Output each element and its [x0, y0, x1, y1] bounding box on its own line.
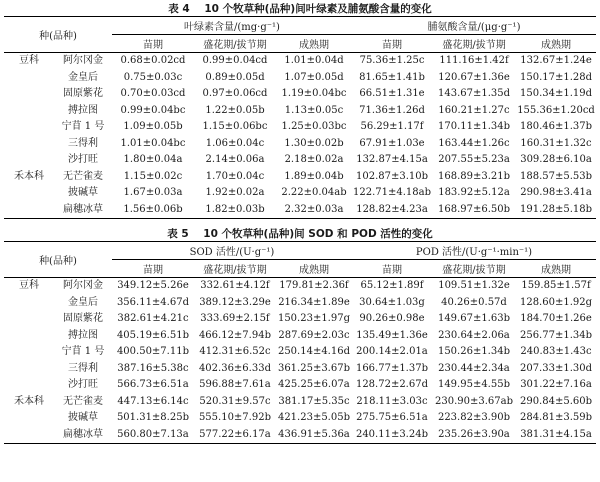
- value-cell: 2.18±0.02a: [284, 154, 344, 165]
- value-cell: 425.25±6.07a: [278, 379, 350, 390]
- table5: [4, 241, 596, 444]
- value-cell: 1.13±0.05c: [284, 104, 344, 116]
- variety-cell: 扁穗冰草: [62, 428, 103, 440]
- value-cell: 160.31±1.32c: [520, 137, 592, 149]
- family-cell: [4, 103, 54, 120]
- value-cell: 1.01±0.04d: [284, 55, 344, 66]
- value-cell: 149.67±1.63b: [437, 313, 510, 324]
- value-cell: 301.22±7.16a: [520, 379, 592, 390]
- value-cell: 389.12±3.29e: [199, 296, 271, 308]
- value-cell: 290.98±3.41a: [520, 187, 592, 198]
- variety-cell: 披碱草: [67, 187, 98, 198]
- value-cell: 1.80±0.04a: [123, 154, 183, 165]
- value-cell: 143.67±1.35d: [437, 88, 511, 99]
- value-cell: 207.55±5.23a: [438, 154, 510, 165]
- value-cell: 382.61±4.21c: [117, 313, 189, 324]
- value-cell: 128.60±1.92g: [519, 296, 593, 308]
- table5-caption: [0, 227, 600, 241]
- value-cell: 0.89±0.05d: [205, 71, 265, 83]
- table-row: [4, 136, 596, 153]
- value-cell: 287.69±2.03c: [278, 329, 350, 341]
- value-cell: 150.34±1.19d: [519, 88, 593, 99]
- value-cell: 381.17±5.35c: [278, 395, 350, 407]
- value-cell: 150.17±1.28d: [519, 71, 593, 83]
- table4-caption-number: 表 4: [168, 3, 190, 15]
- table-row: [4, 152, 596, 169]
- table-row: [4, 70, 596, 87]
- variety-cell: 搏拉图: [67, 329, 98, 341]
- table5-caption-number: 表 5: [167, 228, 189, 240]
- value-cell: 447.13±6.14c: [117, 395, 189, 407]
- value-cell: 240.83±1.43c: [520, 346, 592, 357]
- family-cell: [4, 70, 54, 87]
- value-cell: 2.22±0.04ab: [281, 187, 347, 198]
- value-cell: 0.70±0.03cd: [120, 88, 186, 99]
- value-cell: 349.12±5.26e: [117, 280, 189, 291]
- table-row: [4, 86, 596, 103]
- table4-body: [4, 53, 596, 219]
- value-cell: 250.14±4.16d: [277, 346, 350, 357]
- variety-cell: 固原紫花: [62, 88, 103, 99]
- table4-stage-header: 盛花期/拔节期: [432, 35, 516, 53]
- value-cell: 387.16±5.38c: [117, 362, 189, 374]
- value-cell: 183.92±5.12a: [438, 187, 510, 198]
- family-cell: [4, 86, 54, 103]
- value-cell: 332.61±4.12f: [200, 280, 270, 291]
- value-cell: 168.89±3.21b: [437, 170, 511, 182]
- table-row: [4, 202, 596, 219]
- value-cell: 71.36±1.26d: [359, 104, 425, 116]
- value-cell: 179.81±2.36f: [279, 280, 349, 291]
- family-cell: [4, 136, 54, 153]
- value-cell: 1.56±0.06b: [123, 203, 183, 215]
- value-cell: 56.29±1.17f: [360, 121, 424, 132]
- family-cell: 禾本科: [13, 170, 44, 182]
- value-cell: 40.26±0.57d: [441, 296, 507, 308]
- value-cell: 1.89±0.04b: [284, 170, 344, 182]
- value-cell: 381.31±4.15a: [520, 428, 592, 440]
- value-cell: 0.99±0.04bc: [120, 104, 186, 116]
- value-cell: 75.36±1.25c: [359, 55, 425, 66]
- value-cell: 111.16±1.42f: [439, 55, 509, 66]
- variety-cell: 宁苜 1 号: [61, 121, 105, 132]
- value-cell: 275.75±6.51a: [356, 412, 428, 423]
- value-cell: 150.26±1.34b: [437, 346, 510, 357]
- value-cell: 1.70±0.04c: [205, 170, 265, 182]
- value-cell: 132.67±1.24e: [520, 55, 592, 66]
- table-row: [4, 344, 596, 361]
- variety-cell: 金皇后: [67, 71, 98, 83]
- table-row: [4, 169, 596, 186]
- family-cell: [4, 295, 54, 312]
- variety-cell: 扁穗冰草: [62, 203, 103, 215]
- variety-cell: 阿尔冈金: [62, 280, 103, 291]
- value-cell: 109.51±1.32e: [438, 280, 510, 291]
- value-cell: 122.71±4.18ab: [353, 187, 432, 198]
- value-cell: 230.44±2.34a: [438, 362, 510, 374]
- variety-cell: 搏拉图: [67, 104, 98, 116]
- value-cell: 180.46±1.37b: [519, 121, 593, 132]
- value-cell: 1.07±0.05d: [284, 71, 344, 83]
- value-cell: 1.30±0.02b: [284, 137, 344, 149]
- table4-stage-header: 苗期: [352, 35, 432, 53]
- table5-corner-header: 种(品种): [4, 242, 112, 278]
- table5-stage-header: 苗期: [112, 260, 194, 278]
- value-cell: 1.92±0.02a: [205, 187, 265, 198]
- family-cell: [4, 361, 54, 378]
- value-cell: 333.69±2.15f: [200, 313, 270, 324]
- value-cell: 166.77±1.37b: [355, 362, 428, 374]
- table-row: [4, 185, 596, 202]
- table5-stage-header: 成熟期: [516, 260, 596, 278]
- variety-cell: 无芒雀麦: [62, 395, 103, 407]
- variety-cell: 沙打旺: [67, 154, 98, 165]
- value-cell: 1.67±0.03a: [123, 187, 183, 198]
- value-cell: 566.73±6.51a: [117, 379, 189, 390]
- value-cell: 90.26±0.98e: [359, 313, 425, 324]
- family-cell: [4, 152, 54, 169]
- table-row: [4, 328, 596, 345]
- family-cell: [4, 344, 54, 361]
- value-cell: 1.19±0.04bc: [281, 88, 347, 99]
- value-cell: 120.67±1.36e: [438, 71, 510, 83]
- variety-cell: 三得利: [67, 362, 98, 374]
- value-cell: 150.23±1.97g: [277, 313, 350, 324]
- table4-stage-header: 苗期: [112, 35, 194, 53]
- table-row: [4, 103, 596, 120]
- table-row: [4, 278, 596, 295]
- value-cell: 412.31±6.52c: [199, 346, 271, 357]
- value-cell: 256.77±1.34b: [519, 329, 593, 341]
- family-cell: 豆科: [18, 55, 39, 66]
- family-cell: [4, 427, 54, 444]
- value-cell: 230.64±2.06a: [438, 329, 510, 341]
- table4-stage-header: 成熟期: [516, 35, 596, 53]
- table5-group-header-pod: POD 活性/(U·g⁻¹·min⁻¹): [352, 242, 596, 260]
- variety-cell: 沙打旺: [67, 379, 98, 390]
- family-cell: [4, 202, 54, 219]
- value-cell: 159.85±1.57f: [521, 280, 591, 291]
- value-cell: 155.36±1.20cd: [517, 104, 595, 116]
- value-cell: 30.64±1.03g: [359, 296, 425, 308]
- table5-body: [4, 278, 596, 444]
- value-cell: 81.65±1.41b: [359, 71, 425, 83]
- table4-group-header-proline: 脯氨酸含量/(μg·g⁻¹): [352, 17, 596, 35]
- value-cell: 223.82±3.90b: [437, 412, 510, 423]
- value-cell: 67.91±1.03e: [359, 137, 425, 149]
- value-cell: 2.14±0.06a: [205, 154, 265, 165]
- table5-group-header-sod: SOD 活性/(U·g⁻¹): [112, 242, 352, 260]
- value-cell: 400.50±7.11b: [116, 346, 189, 357]
- value-cell: 405.19±6.51b: [116, 329, 189, 341]
- variety-cell: 披碱草: [67, 412, 98, 423]
- value-cell: 168.97±6.50b: [437, 203, 511, 215]
- value-cell: 1.82±0.03b: [205, 203, 265, 215]
- value-cell: 501.31±8.25b: [116, 412, 189, 423]
- table4: [4, 16, 596, 219]
- table-row: [4, 295, 596, 312]
- value-cell: 66.51±1.31e: [359, 88, 425, 99]
- value-cell: 200.14±2.01a: [356, 346, 428, 357]
- value-cell: 1.22±0.05b: [205, 104, 265, 116]
- value-cell: 0.75±0.03c: [123, 71, 183, 83]
- value-cell: 555.10±7.92b: [198, 412, 271, 423]
- variety-cell: 无芒雀麦: [62, 170, 103, 182]
- value-cell: 160.21±1.27c: [438, 104, 510, 116]
- value-cell: 1.25±0.03bc: [281, 121, 347, 132]
- table4-stage-header: 成熟期: [276, 35, 352, 53]
- value-cell: 230.90±3.67ab: [434, 395, 513, 407]
- value-cell: 0.99±0.04cd: [202, 55, 268, 66]
- value-cell: 235.26±3.90a: [438, 428, 510, 440]
- value-cell: 170.11±1.34b: [437, 121, 511, 132]
- family-cell: [4, 328, 54, 345]
- table5-stage-header: 盛花期/拔节期: [432, 260, 516, 278]
- family-cell: [4, 119, 54, 136]
- value-cell: 149.95±4.55b: [437, 379, 510, 390]
- value-cell: 163.44±1.26c: [438, 137, 510, 149]
- table5-caption-text: 10 个牧草种(品种)间 SOD 和 POD 活性的变化: [203, 228, 433, 240]
- table-row: [4, 311, 596, 328]
- table-row: [4, 427, 596, 444]
- value-cell: 309.28±6.10a: [520, 154, 592, 165]
- value-cell: 128.72±2.67d: [355, 379, 428, 390]
- value-cell: 596.88±7.61a: [199, 379, 271, 390]
- value-cell: 1.01±0.04bc: [120, 137, 186, 149]
- value-cell: 218.11±3.03c: [356, 395, 428, 407]
- value-cell: 1.09±0.05b: [123, 121, 183, 132]
- value-cell: 290.84±5.60b: [519, 395, 593, 407]
- value-cell: 1.15±0.02c: [123, 170, 183, 182]
- value-cell: 356.11±4.67d: [116, 296, 189, 308]
- value-cell: 102.87±3.10b: [355, 170, 429, 182]
- family-cell: [4, 185, 54, 202]
- table5-stage-header: 成熟期: [276, 260, 352, 278]
- value-cell: 240.11±3.24b: [355, 428, 428, 440]
- value-cell: 560.80±7.13a: [117, 428, 189, 440]
- family-cell: [4, 311, 54, 328]
- value-cell: 65.12±1.89f: [360, 280, 424, 291]
- table4-stage-header: 盛花期/拔节期: [194, 35, 276, 53]
- value-cell: 361.25±3.67b: [277, 362, 350, 374]
- table-row: [4, 361, 596, 378]
- family-cell: [4, 377, 54, 394]
- value-cell: 0.68±0.02cd: [120, 55, 186, 66]
- variety-cell: 宁苜 1 号: [61, 346, 105, 357]
- value-cell: 436.91±5.36a: [278, 428, 350, 440]
- table-row: [4, 53, 596, 70]
- variety-cell: 三得利: [67, 137, 98, 149]
- value-cell: 577.22±6.17a: [199, 428, 271, 440]
- value-cell: 207.33±1.30d: [519, 362, 593, 374]
- value-cell: 0.97±0.06cd: [202, 88, 268, 99]
- table4-caption-text: 10 个牧草种(品种)间叶绿素及脯氨酸含量的变化: [204, 3, 432, 15]
- value-cell: 1.06±0.04c: [205, 137, 265, 149]
- value-cell: 402.36±6.33d: [198, 362, 271, 374]
- value-cell: 466.12±7.94b: [198, 329, 271, 341]
- table4-corner-header: 种(品种): [4, 17, 112, 53]
- variety-cell: 金皇后: [67, 296, 98, 308]
- table-row: [4, 119, 596, 136]
- value-cell: 284.81±3.59b: [519, 412, 593, 423]
- table4-group-header-chlorophyll: 叶绿素含量/(mg·g⁻¹): [112, 17, 352, 35]
- family-cell: 豆科: [18, 280, 39, 291]
- value-cell: 2.32±0.03a: [284, 203, 344, 215]
- value-cell: 520.31±9.57c: [199, 395, 271, 407]
- family-cell: 禾本科: [13, 395, 44, 407]
- table-row: [4, 410, 596, 427]
- family-cell: [4, 410, 54, 427]
- value-cell: 191.28±5.18b: [519, 203, 593, 215]
- value-cell: 188.57±5.53b: [519, 170, 593, 182]
- table-row: [4, 394, 596, 411]
- value-cell: 135.49±1.36e: [356, 329, 428, 341]
- table5-stage-header: 盛花期/拔节期: [194, 260, 276, 278]
- variety-cell: 固原紫花: [62, 313, 103, 324]
- value-cell: 421.23±5.05b: [277, 412, 350, 423]
- value-cell: 1.15±0.06bc: [202, 121, 268, 132]
- table5-stage-header: 苗期: [352, 260, 432, 278]
- value-cell: 132.87±4.15a: [356, 154, 428, 165]
- value-cell: 128.82±4.23a: [356, 203, 428, 215]
- variety-cell: 阿尔冈金: [62, 55, 103, 66]
- table4-caption: [0, 2, 600, 16]
- table-row: [4, 377, 596, 394]
- value-cell: 184.70±1.26e: [520, 313, 592, 324]
- value-cell: 216.34±1.89e: [278, 296, 350, 308]
